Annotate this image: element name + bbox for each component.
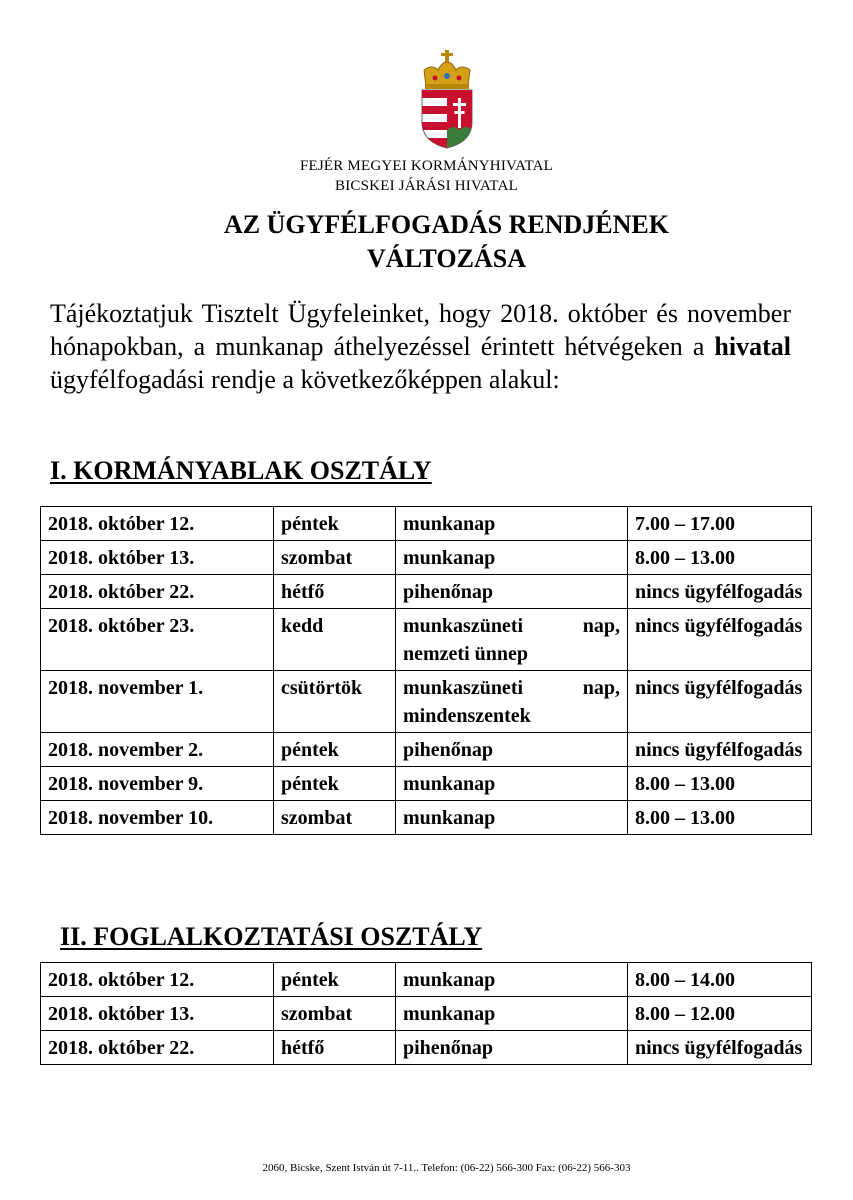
- table-row: [41, 507, 812, 541]
- date-cell: 2018. november 9.: [41, 767, 274, 801]
- day-type-cell: munkanap: [396, 541, 628, 575]
- hours-cell: 8.00 – 13.00: [628, 801, 812, 835]
- hours-cell: 8.00 – 13.00: [628, 541, 812, 575]
- day-type-cell: pihenőnap: [396, 575, 628, 609]
- day-cell: kedd: [274, 609, 396, 671]
- day-type-cell: munkanap: [396, 997, 628, 1031]
- day-type-cell: munkaszüneti nap, mindenszentek: [396, 671, 628, 733]
- intro-paragraph: [50, 297, 791, 396]
- table-row: [41, 963, 812, 997]
- date-cell: 2018. november 2.: [41, 733, 274, 767]
- hungarian-coat-of-arms-icon: [418, 50, 476, 150]
- table-row: [41, 671, 812, 733]
- schedule-table-kormanyablak: [40, 506, 812, 835]
- day-cell: szombat: [274, 997, 396, 1031]
- day-cell: péntek: [274, 733, 396, 767]
- table-row: [41, 801, 812, 835]
- intro-text-before: Tájékoztatjuk Tisztelt Ügyfeleinket, hogy 2018. október és november hónapokban, a munkanap áthelyezéssel érintett hétvégeken a: [50, 299, 791, 361]
- table-row: [41, 1031, 812, 1065]
- day-type-cell: pihenőnap: [396, 1031, 628, 1065]
- hours-cell: nincs ügyfélfogadás: [628, 671, 812, 733]
- date-cell: 2018. november 10.: [41, 801, 274, 835]
- date-cell: 2018. október 22.: [41, 1031, 274, 1065]
- hours-cell: nincs ügyfélfogadás: [628, 1031, 812, 1065]
- day-cell: csütörtök: [274, 671, 396, 733]
- hours-cell: 8.00 – 13.00: [628, 767, 812, 801]
- table-row: [41, 767, 812, 801]
- table-row: [41, 541, 812, 575]
- district-office-name: BICSKEI JÁRÁSI HIVATAL: [335, 178, 518, 194]
- table-row: [41, 733, 812, 767]
- table-row: [41, 997, 812, 1031]
- day-type-cell: munkanap: [396, 963, 628, 997]
- date-cell: 2018. november 1.: [41, 671, 274, 733]
- day-type-cell: pihenőnap: [396, 733, 628, 767]
- section-heading-foglalkoztatasi: II. FOGLALKOZTATÁSI OSZTÁLY: [60, 922, 483, 951]
- document-title-line1: AZ ÜGYFÉLFOGADÁS RENDJÉNEK: [224, 210, 669, 239]
- office-name: FEJÉR MEGYEI KORMÁNYHIVATAL: [299, 158, 554, 174]
- date-cell: 2018. október 23.: [41, 609, 274, 671]
- hours-cell: 8.00 – 12.00: [628, 997, 812, 1031]
- day-cell: péntek: [274, 767, 396, 801]
- date-cell: 2018. október 13.: [41, 997, 274, 1031]
- day-cell: szombat: [274, 541, 396, 575]
- day-cell: péntek: [274, 963, 396, 997]
- day-cell: hétfő: [274, 1031, 396, 1065]
- date-cell: 2018. október 22.: [41, 575, 274, 609]
- day-type-cell: munkanap: [396, 801, 628, 835]
- table-row: [41, 609, 812, 671]
- intro-text-bold: hivatal: [714, 332, 791, 361]
- date-cell: 2018. október 13.: [41, 541, 274, 575]
- day-cell: szombat: [274, 801, 396, 835]
- hours-cell: nincs ügyfélfogadás: [628, 609, 812, 671]
- day-type-cell: munkaszüneti nap, nemzeti ünnep: [396, 609, 628, 671]
- day-type-cell: munkanap: [396, 767, 628, 801]
- date-cell: 2018. október 12.: [41, 963, 274, 997]
- day-cell: péntek: [274, 507, 396, 541]
- hours-cell: nincs ügyfélfogadás: [628, 575, 812, 609]
- day-cell: hétfő: [274, 575, 396, 609]
- footer-contact: 2060, Bicske, Szent István út 7-11.. Telefon: (06-22) 566-300 Fax: (06-22) 566-303: [262, 1162, 631, 1174]
- hours-cell: 8.00 – 14.00: [628, 963, 812, 997]
- schedule-table-foglalkoztatasi: [40, 962, 812, 1065]
- document-title-line2: VÁLTOZÁSA: [367, 244, 526, 273]
- table-row: [41, 575, 812, 609]
- hours-cell: 7.00 – 17.00: [628, 507, 812, 541]
- day-type-cell: munkanap: [396, 507, 628, 541]
- hours-cell: nincs ügyfélfogadás: [628, 733, 812, 767]
- intro-text-after: ügyfélfogadási rendje a következőképpen alakul:: [50, 365, 560, 394]
- section-heading-kormanyablak: I. KORMÁNYABLAK OSZTÁLY: [50, 456, 432, 485]
- date-cell: 2018. október 12.: [41, 507, 274, 541]
